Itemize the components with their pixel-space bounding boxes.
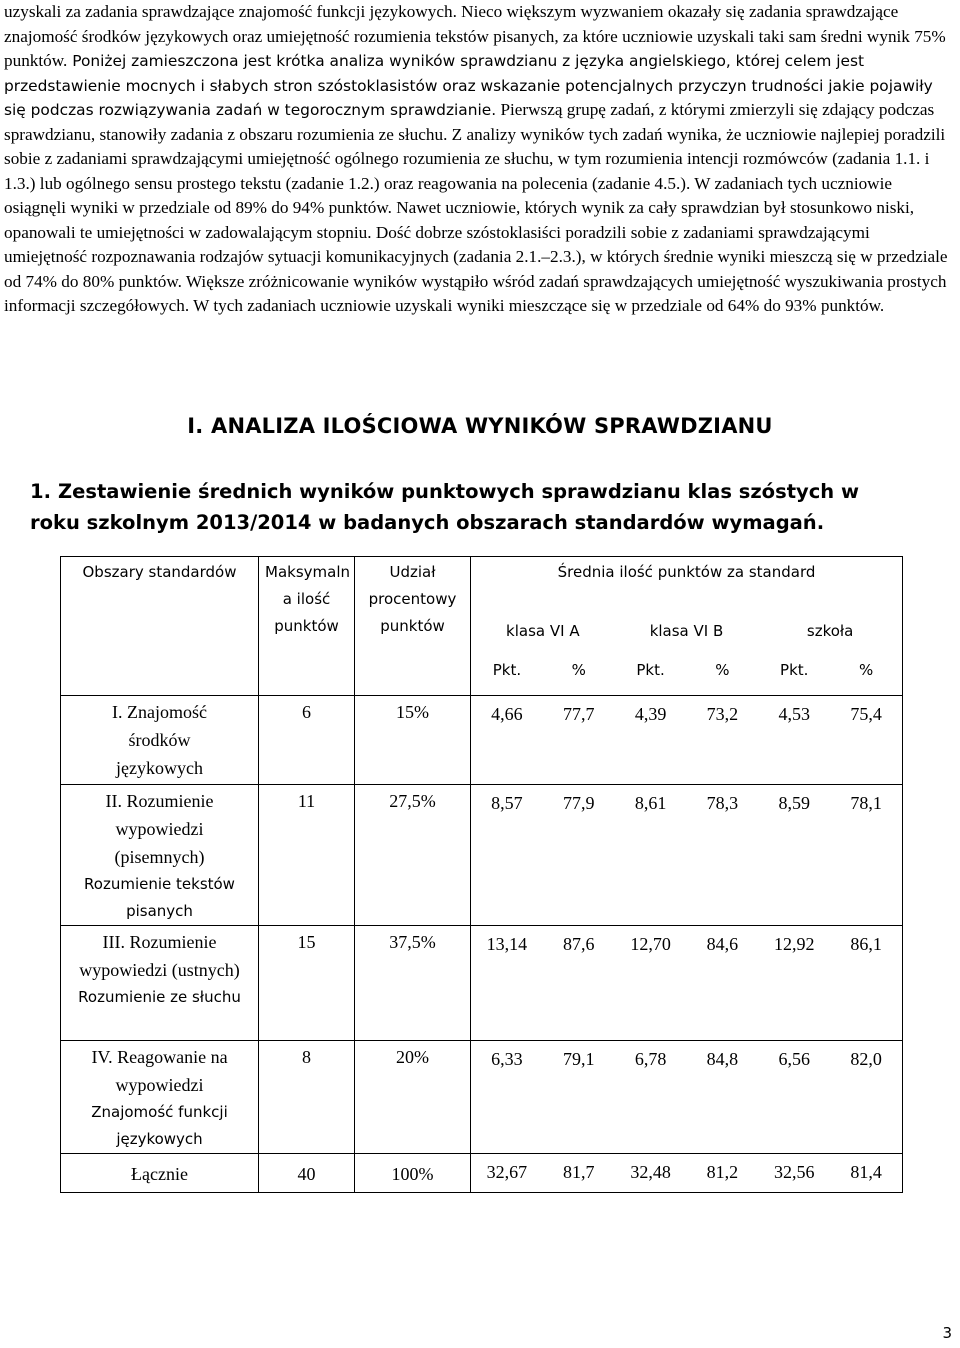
row-b-pct: 78,3: [706, 793, 739, 813]
row-b-pct: 84,6: [706, 934, 739, 954]
row-b-pkt: 6,78: [634, 1049, 667, 1069]
row-a-pct: 77,9: [562, 793, 595, 813]
row-a-pkt: 6,33: [491, 1049, 523, 1069]
row-s-pkt: 12,92: [773, 934, 815, 954]
row-s-pkt: 6,56: [778, 1049, 810, 1069]
row-a-pkt: 4,66: [491, 704, 523, 724]
row-max: 6: [259, 696, 355, 785]
row-share: 27,5%: [355, 785, 471, 926]
row-values: [471, 785, 903, 926]
subsection-title: Zestawienie średnich wyników punktowych sprawdzianu klas szóstych w roku szkolnym 2013/2014 w badanych obszarach standardów wymagań.: [30, 480, 859, 534]
intro-paragraph: [4, 0, 956, 319]
row-s-pct: 82,0: [850, 1049, 882, 1069]
row-share: 37,5%: [355, 926, 471, 1041]
row-max: 11: [259, 785, 355, 926]
header-average-title: Średnia ilość punktów za standard: [557, 563, 816, 581]
row-area-label: I. Znajomość środków językowych: [112, 702, 207, 778]
header-b-pct: %: [715, 661, 730, 679]
total-area: Łącznie: [61, 1154, 259, 1193]
row-s-pct: 86,1: [850, 934, 882, 954]
row-area-label: II. Rozumienie wypowiedzi (pisemnych): [105, 791, 214, 867]
header-average: [471, 557, 903, 696]
row-b-pct: 73,2: [706, 704, 739, 724]
row-a-pct: 77,7: [562, 704, 595, 724]
table-row: [61, 696, 903, 785]
table-row: [61, 785, 903, 926]
row-b-pkt: 4,39: [634, 704, 667, 724]
row-area-label: IV. Reagowanie na wypowiedzi: [91, 1047, 228, 1095]
row-a-pkt: 13,14: [486, 934, 528, 954]
results-table: [60, 556, 903, 1193]
table-total-row: [61, 1154, 903, 1193]
row-area-sublabel: Rozumienie tekstów pisanych: [84, 875, 235, 920]
row-share: 20%: [355, 1041, 471, 1154]
total-share: 100%: [355, 1154, 471, 1193]
row-s-pct: 78,1: [850, 793, 882, 813]
total-a-pkt: 32,67: [486, 1162, 528, 1182]
row-share: 15%: [355, 696, 471, 785]
total-a-pct: 81,7: [562, 1162, 595, 1182]
header-class-b: klasa VI B: [649, 622, 724, 640]
header-max: Maksymaln a ilość punktów: [259, 557, 355, 696]
intro-text-3: Pierwszą grupę zadań, z którymi zmierzyli się zdający podczas sprawdzianu, stanowiły zadania z obszaru rozumienia ze słuchu.: [4, 100, 935, 144]
total-values: [471, 1154, 903, 1193]
row-area: [61, 1041, 259, 1154]
row-b-pkt: 8,61: [634, 793, 667, 813]
row-area-sublabel: Znajomość funkcji językowych: [91, 1103, 228, 1148]
total-s-pkt: 32,56: [773, 1162, 815, 1182]
row-a-pkt: 8,57: [491, 793, 523, 813]
row-max: 8: [259, 1041, 355, 1154]
row-max: 15: [259, 926, 355, 1041]
table-row: [61, 1041, 903, 1154]
intro-text-4: Z analizy wyników tych zadań wynika, że uczniowie najlepiej poradzili sobie z zadaniami sprawdzającymi umiejętność ogólnego rozumienia ze słuchu, w tym rozumienia intencji rozmówców (zadania 1.1. i 1.3.) lub ogólnego sensu prostego tekstu (zadanie 1.2.) oraz reagowania na polecenia (zadanie 4.5.). W zadaniach tych uczniowie osiągnęli wyniki w przedziale od 89% do 94% punktów. Nawet uczniowie, których wynik za cały sprawdzian był stosunkowo niski, opanowali te umiejętności w zadowalającym stopniu. Dość dobrze szóstoklasiści poradzili sobie z zadaniami sprawdzającymi umiejętność rozpoznawania rodzajów sytuacji komunikacyjnych (zadania 2.1.–2.3.), w których średnie wyniki mieszczą się w przedziale od 74% do 80% punktów. Większe zróżnicowanie wyników wystąpiło wśród zadań sprawdzających umiejętność wyszukiwania prostych informacji szczegółowych. W tych zadaniach uczniowie uzyskali wyniki mieszczące się w przedziale od 64% do 93% punktów.: [4, 124, 948, 315]
header-class-a: klasa VI A: [506, 622, 580, 640]
row-b-pkt: 12,70: [630, 934, 671, 954]
header-units: [471, 657, 902, 684]
row-values: [471, 926, 903, 1041]
subsection-number: 1.: [30, 480, 51, 503]
row-area-label: III. Rozumienie wypowiedzi (ustnych): [79, 932, 240, 980]
intro-text-1: uzyskali za zadania sprawdzające znajomość funkcji językowych. Nieco większym wyzwaniem okazały się zadania sprawdzające znajomość środków językowych oraz umiejętność rozumienia tekstów pisanych, za które uczniowie uzyskali taki sam średni wynik 75% punktów.: [4, 2, 946, 70]
row-values: [471, 1041, 903, 1154]
total-b-pkt: 32,48: [630, 1162, 671, 1182]
row-s-pkt: 8,59: [778, 793, 810, 813]
row-area: [61, 785, 259, 926]
page-number: 3: [942, 1324, 952, 1342]
row-area-sublabel: Rozumienie ze słuchu: [78, 988, 241, 1006]
total-s-pct: 81,4: [850, 1162, 882, 1182]
row-a-pct: 87,6: [562, 934, 595, 954]
subsection-heading: [30, 476, 910, 538]
row-values: [471, 696, 903, 785]
row-s-pct: 75,4: [850, 704, 882, 724]
total-max: 40: [259, 1154, 355, 1193]
table-row: [61, 926, 903, 1041]
table-header-row: [61, 557, 903, 696]
row-area: [61, 696, 259, 785]
section-title: I. ANALIZA ILOŚCIOWA WYNIKÓW SPRAWDZIANU: [187, 414, 773, 438]
row-a-pct: 79,1: [562, 1049, 595, 1069]
header-a-pkt: Pkt.: [492, 661, 522, 679]
header-share: Udział procentowy punktów: [355, 557, 471, 696]
total-b-pct: 81,2: [706, 1162, 739, 1182]
header-area: Obszary standardów: [61, 557, 259, 696]
header-a-pct: %: [571, 661, 586, 679]
row-area: [61, 926, 259, 1041]
row-b-pct: 84,8: [706, 1049, 739, 1069]
header-s-pkt: Pkt.: [780, 661, 809, 679]
header-b-pkt: Pkt.: [636, 661, 665, 679]
intro-text-2: Poniżej zamieszczona jest krótka analiza wyników sprawdzianu z języka angielskiego, której celem jest przedstawienie mocnych i słabych stron szóstoklasistów oraz wskazanie potencjalnych przyczyn trudności jakie pojawiły się podczas rozwiązywania zadań w tegorocznym sprawdzianie.: [4, 52, 933, 119]
header-classes: [471, 618, 902, 645]
header-school: szkoła: [806, 622, 854, 640]
row-s-pkt: 4,53: [778, 704, 810, 724]
header-s-pct: %: [858, 661, 874, 679]
